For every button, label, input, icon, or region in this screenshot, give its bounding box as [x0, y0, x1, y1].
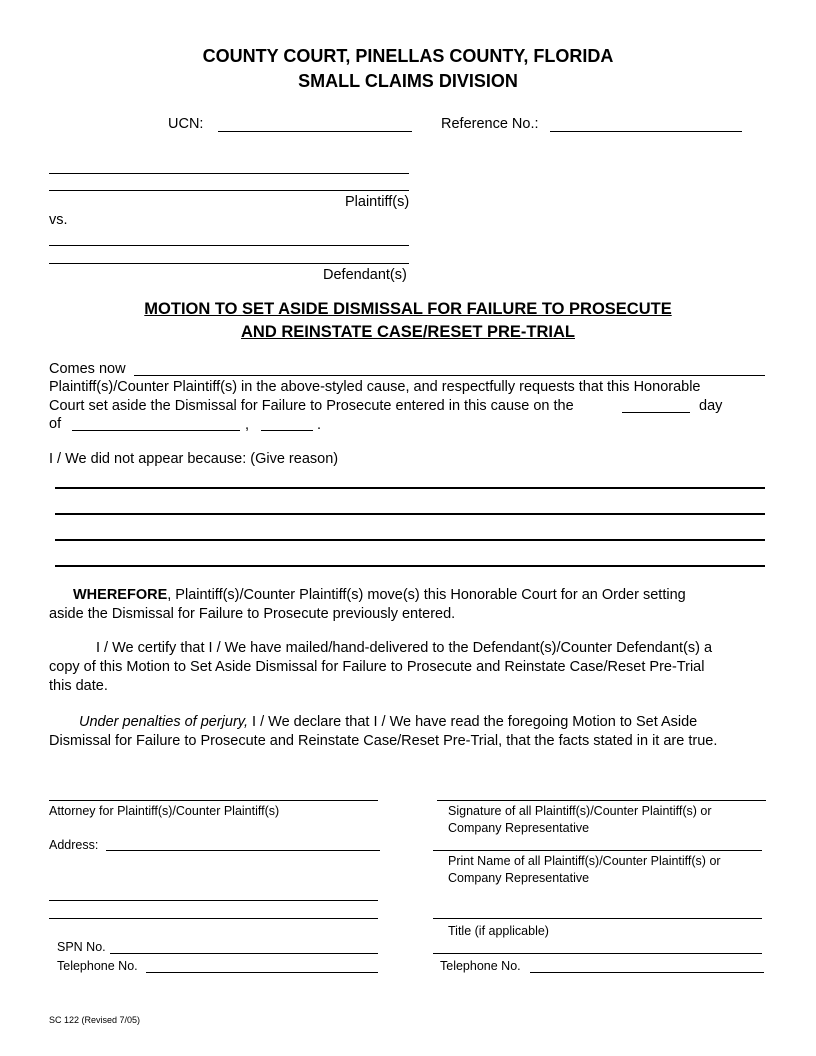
print-label-1: Print Name of all Plaintiff(s)/Counter Plaintiff(s) or — [448, 854, 721, 868]
dismissal-day-field[interactable] — [622, 412, 690, 413]
address-label: Address: — [49, 838, 99, 852]
title-extra-line[interactable] — [433, 953, 762, 954]
certify-line-1: I / We certify that I / We have mailed/hand-delivered to the Defendant(s)/Counter Defendant(s) a — [96, 640, 713, 656]
attorney-label: Attorney for Plaintiff(s)/Counter Plaintiff(s) — [49, 804, 280, 818]
ucn-label: UCN: — [168, 116, 204, 132]
defendant-label: Defendant(s) — [323, 267, 407, 283]
telephone-right-label: Telephone No. — [440, 959, 521, 973]
plaintiff-label: Plaintiff(s) — [345, 194, 410, 210]
reason-line-4[interactable] — [55, 565, 765, 567]
motion-title-line-2: AND REINSTATE CASE/RESET PRE-TRIAL — [241, 323, 575, 341]
attorney-signature-line[interactable] — [49, 800, 378, 801]
spn-label: SPN No. — [57, 940, 106, 954]
of-label: of — [49, 416, 62, 432]
reference-field[interactable] — [550, 131, 742, 132]
period-mark: . — [317, 417, 322, 433]
signature-label-2: Company Representative — [448, 821, 590, 835]
intro-line-3: Court set aside the Dismissal for Failure to Prosecute entered in this cause on the — [49, 398, 574, 414]
print-name-line[interactable] — [433, 850, 762, 851]
address-field-1[interactable] — [106, 850, 380, 851]
perjury-line-2: Dismissal for Failure to Prosecute and Reinstate Case/Reset Pre-Trial, that the facts stated in it are true. — [49, 733, 718, 749]
perjury-rest: I / We declare that I / We have read the foregoing Motion to Set Aside — [248, 714, 698, 730]
comma-mark: , — [245, 417, 250, 433]
plaintiff-name-line-1[interactable] — [49, 173, 409, 174]
movant-name-field[interactable] — [134, 375, 765, 376]
motion-title-line-1: MOTION TO SET ASIDE DISMISSAL FOR FAILURE TO PROSECUTE — [144, 300, 672, 318]
wherefore-line-1 — [73, 587, 686, 603]
telephone-left-label: Telephone No. — [57, 959, 138, 973]
certify-line-2: copy of this Motion to Set Aside Dismissal for Failure to Prosecute and Reinstate Case/Reset Pre-Trial — [49, 659, 705, 675]
spn-field[interactable] — [110, 953, 378, 954]
address-field-2[interactable] — [49, 900, 378, 901]
title-line[interactable] — [433, 918, 762, 919]
reference-label: Reference No.: — [441, 116, 539, 132]
perjury-line-1 — [79, 714, 697, 730]
ucn-field[interactable] — [218, 131, 412, 132]
title-label: Title (if applicable) — [448, 924, 549, 938]
intro-line-2: Plaintiff(s)/Counter Plaintiff(s) in the above-styled cause, and respectfully requests that this Honorable — [49, 379, 701, 395]
dismissal-year-field[interactable] — [261, 430, 313, 431]
comes-now-label: Comes now — [49, 361, 126, 377]
reason-label: I / We did not appear because: (Give reason) — [49, 451, 339, 467]
perjury-italic: Under penalties of perjury, — [79, 714, 248, 730]
court-title: COUNTY COURT, PINELLAS COUNTY, FLORIDA — [202, 46, 614, 66]
wherefore-line-2: aside the Dismissal for Failure to Prosecute previously entered. — [49, 606, 456, 622]
telephone-right-field[interactable] — [530, 972, 764, 973]
day-label: day — [699, 398, 723, 414]
form-number: SC 122 (Revised 7/05) — [49, 1015, 141, 1025]
wherefore-rest: , Plaintiff(s)/Counter Plaintiff(s) move(s) this Honorable Court for an Order setting — [167, 587, 686, 603]
address-field-3[interactable] — [49, 918, 378, 919]
reason-line-1[interactable] — [55, 487, 765, 489]
certify-line-3: this date. — [49, 678, 108, 694]
wherefore-bold: WHEREFORE — [73, 587, 168, 603]
telephone-left-field[interactable] — [146, 972, 378, 973]
reason-line-3[interactable] — [55, 539, 765, 541]
dismissal-month-field[interactable] — [72, 430, 240, 431]
plaintiff-name-line-2[interactable] — [49, 190, 409, 191]
defendant-name-line-1[interactable] — [49, 245, 409, 246]
plaintiff-signature-line[interactable] — [437, 800, 766, 801]
reason-line-2[interactable] — [55, 513, 765, 515]
signature-label-1: Signature of all Plaintiff(s)/Counter Plaintiff(s) or — [448, 804, 712, 818]
print-label-2: Company Representative — [448, 871, 590, 885]
vs-label: vs. — [49, 212, 68, 228]
defendant-name-line-2[interactable] — [49, 263, 409, 264]
division-title: SMALL CLAIMS DIVISION — [298, 71, 518, 91]
